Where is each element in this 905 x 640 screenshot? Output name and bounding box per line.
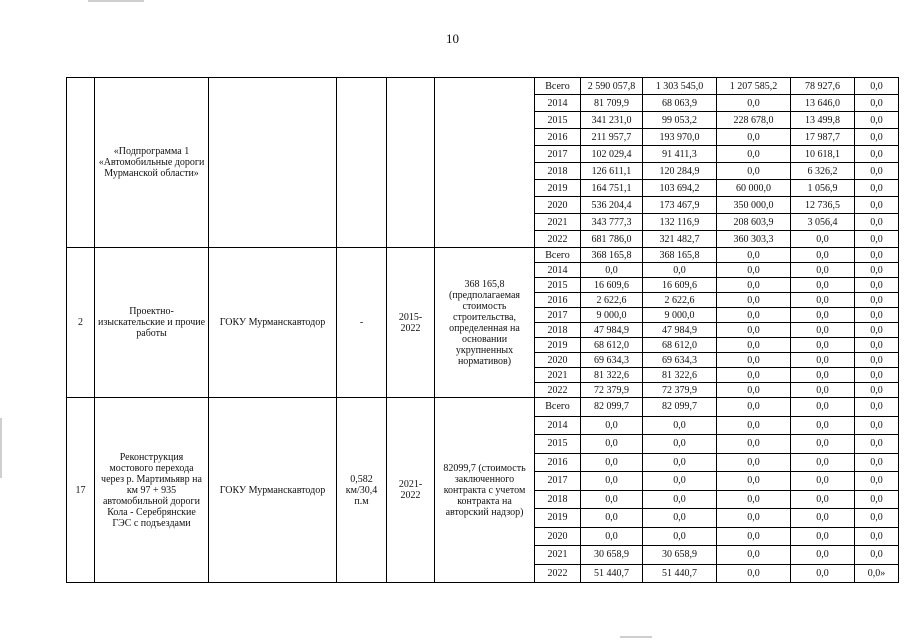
other-sources-cell: 0,0 [855, 214, 899, 231]
local-budget-cell: 6 326,2 [791, 163, 855, 180]
other-sources-cell: 0,0 [855, 453, 899, 472]
regional-budget-cell: 68 612,0 [643, 338, 717, 353]
federal-budget-cell: 0,0 [717, 248, 791, 263]
local-budget-cell: 13 646,0 [791, 95, 855, 112]
federal-budget-cell: 0,0 [717, 308, 791, 323]
total-cell: 0,0 [581, 472, 643, 491]
regional-budget-cell: 193 970,0 [643, 129, 717, 146]
regional-budget-cell: 2 622,6 [643, 293, 717, 308]
year-cell: Всего [535, 248, 581, 263]
other-sources-cell: 0,0 [855, 146, 899, 163]
federal-budget-cell: 0,0 [717, 338, 791, 353]
total-cell: 0,0 [581, 509, 643, 528]
total-cell: 681 786,0 [581, 231, 643, 248]
year-cell: 2021 [535, 368, 581, 383]
regional-budget-cell: 0,0 [643, 263, 717, 278]
year-cell: 2015 [535, 112, 581, 129]
year-cell: 2019 [535, 180, 581, 197]
activity-name-cell: Реконструкция мостового перехода через р. Мартимьявр на км 97 + 935 автомобильной дороги Кола - Серебрянские ГЭС с подъездами [95, 398, 209, 583]
regional-budget-cell: 321 482,7 [643, 231, 717, 248]
total-cell: 164 751,1 [581, 180, 643, 197]
regional-budget-cell: 9 000,0 [643, 308, 717, 323]
total-cell: 82 099,7 [581, 398, 643, 417]
capacity-cell: - [337, 248, 387, 398]
cost-estimate-cell [435, 78, 535, 248]
other-sources-cell: 0,0 [855, 180, 899, 197]
local-budget-cell: 13 499,8 [791, 112, 855, 129]
year-cell: 2016 [535, 293, 581, 308]
total-cell: 51 440,7 [581, 564, 643, 583]
executor-cell: ГОКУ Мурманскавтодор [209, 248, 337, 398]
page-number: 10 [446, 31, 459, 46]
scan-mark-bottom [620, 636, 652, 638]
federal-budget-cell: 0,0 [717, 383, 791, 398]
other-sources-cell: 0,0 [855, 416, 899, 435]
row-number-cell: 2 [67, 248, 95, 398]
other-sources-cell: 0,0 [855, 248, 899, 263]
table-row [67, 398, 899, 417]
local-budget-cell: 0,0 [791, 248, 855, 263]
local-budget-cell: 0,0 [791, 453, 855, 472]
federal-budget-cell: 0,0 [717, 146, 791, 163]
regional-budget-cell: 0,0 [643, 527, 717, 546]
local-budget-cell: 0,0 [791, 293, 855, 308]
local-budget-cell: 0,0 [791, 416, 855, 435]
regional-budget-cell: 103 694,2 [643, 180, 717, 197]
local-budget-cell: 3 056,4 [791, 214, 855, 231]
total-cell: 9 000,0 [581, 308, 643, 323]
federal-budget-cell: 0,0 [717, 416, 791, 435]
other-sources-cell: 0,0 [855, 368, 899, 383]
regional-budget-cell: 120 284,9 [643, 163, 717, 180]
local-budget-cell: 0,0 [791, 278, 855, 293]
year-cell: Всего [535, 78, 581, 95]
row-number-cell: 17 [67, 398, 95, 583]
federal-budget-cell: 0,0 [717, 453, 791, 472]
other-sources-cell: 0,0 [855, 398, 899, 417]
local-budget-cell: 10 618,1 [791, 146, 855, 163]
local-budget-cell: 0,0 [791, 435, 855, 454]
local-budget-cell: 0,0 [791, 368, 855, 383]
regional-budget-cell: 0,0 [643, 416, 717, 435]
local-budget-cell: 0,0 [791, 308, 855, 323]
year-cell: 2017 [535, 308, 581, 323]
other-sources-cell: 0,0 [855, 163, 899, 180]
year-cell: Всего [535, 398, 581, 417]
regional-budget-cell: 0,0 [643, 472, 717, 491]
regional-budget-cell: 30 658,9 [643, 546, 717, 565]
total-cell: 0,0 [581, 416, 643, 435]
group-subprogram-1 [67, 78, 899, 248]
local-budget-cell: 78 927,6 [791, 78, 855, 95]
federal-budget-cell: 0,0 [717, 263, 791, 278]
other-sources-cell: 0,0 [855, 231, 899, 248]
year-cell: 2022 [535, 564, 581, 583]
other-sources-cell: 0,0 [855, 129, 899, 146]
local-budget-cell: 0,0 [791, 564, 855, 583]
other-sources-cell: 0,0» [855, 564, 899, 583]
scan-mark-top [88, 0, 144, 2]
federal-budget-cell: 0,0 [717, 564, 791, 583]
funding-table [66, 77, 899, 583]
year-cell: 2014 [535, 263, 581, 278]
year-cell: 2015 [535, 278, 581, 293]
year-cell: 2019 [535, 338, 581, 353]
year-cell: 2014 [535, 416, 581, 435]
federal-budget-cell: 0,0 [717, 278, 791, 293]
period-cell: 2021-2022 [387, 398, 435, 583]
other-sources-cell: 0,0 [855, 323, 899, 338]
federal-budget-cell: 208 603,9 [717, 214, 791, 231]
local-budget-cell: 0,0 [791, 509, 855, 528]
other-sources-cell: 0,0 [855, 308, 899, 323]
local-budget-cell: 0,0 [791, 383, 855, 398]
year-cell: 2016 [535, 129, 581, 146]
federal-budget-cell: 0,0 [717, 509, 791, 528]
federal-budget-cell: 360 303,3 [717, 231, 791, 248]
total-cell: 368 165,8 [581, 248, 643, 263]
local-budget-cell: 12 736,5 [791, 197, 855, 214]
other-sources-cell: 0,0 [855, 197, 899, 214]
regional-budget-cell: 0,0 [643, 509, 717, 528]
federal-budget-cell: 0,0 [717, 293, 791, 308]
row-number-cell [67, 78, 95, 248]
federal-budget-cell: 0,0 [717, 490, 791, 509]
year-cell: 2016 [535, 453, 581, 472]
federal-budget-cell: 0,0 [717, 353, 791, 368]
other-sources-cell: 0,0 [855, 95, 899, 112]
activity-name-cell: Проектно-изыскательские и прочие работы [95, 248, 209, 398]
total-cell: 72 379,9 [581, 383, 643, 398]
year-cell: 2018 [535, 163, 581, 180]
regional-budget-cell: 51 440,7 [643, 564, 717, 583]
other-sources-cell: 0,0 [855, 383, 899, 398]
other-sources-cell: 0,0 [855, 112, 899, 129]
other-sources-cell: 0,0 [855, 78, 899, 95]
total-cell: 81 709,9 [581, 95, 643, 112]
regional-budget-cell: 0,0 [643, 490, 717, 509]
local-budget-cell: 17 987,7 [791, 129, 855, 146]
regional-budget-cell: 69 634,3 [643, 353, 717, 368]
regional-budget-cell: 82 099,7 [643, 398, 717, 417]
regional-budget-cell: 72 379,9 [643, 383, 717, 398]
local-budget-cell: 0,0 [791, 490, 855, 509]
other-sources-cell: 0,0 [855, 293, 899, 308]
total-cell: 211 957,7 [581, 129, 643, 146]
year-cell: 2017 [535, 472, 581, 491]
year-cell: 2018 [535, 323, 581, 338]
local-budget-cell: 0,0 [791, 263, 855, 278]
total-cell: 126 611,1 [581, 163, 643, 180]
year-cell: 2021 [535, 214, 581, 231]
regional-budget-cell: 132 116,9 [643, 214, 717, 231]
year-cell: 2019 [535, 509, 581, 528]
local-budget-cell: 0,0 [791, 338, 855, 353]
total-cell: 0,0 [581, 527, 643, 546]
local-budget-cell: 0,0 [791, 472, 855, 491]
federal-budget-cell: 0,0 [717, 398, 791, 417]
regional-budget-cell: 99 053,2 [643, 112, 717, 129]
year-cell: 2020 [535, 527, 581, 546]
scan-mark-left [0, 418, 2, 478]
total-cell: 102 029,4 [581, 146, 643, 163]
regional-budget-cell: 1 303 545,0 [643, 78, 717, 95]
regional-budget-cell: 47 984,9 [643, 323, 717, 338]
other-sources-cell: 0,0 [855, 472, 899, 491]
other-sources-cell: 0,0 [855, 509, 899, 528]
year-cell: 2018 [535, 490, 581, 509]
group-bridge-reconstruction [67, 398, 899, 583]
total-cell: 0,0 [581, 263, 643, 278]
other-sources-cell: 0,0 [855, 278, 899, 293]
total-cell: 0,0 [581, 453, 643, 472]
federal-budget-cell: 0,0 [717, 368, 791, 383]
federal-budget-cell: 0,0 [717, 95, 791, 112]
regional-budget-cell: 81 322,6 [643, 368, 717, 383]
regional-budget-cell: 16 609,6 [643, 278, 717, 293]
federal-budget-cell: 0,0 [717, 323, 791, 338]
regional-budget-cell: 0,0 [643, 453, 717, 472]
other-sources-cell: 0,0 [855, 263, 899, 278]
other-sources-cell: 0,0 [855, 546, 899, 565]
total-cell: 30 658,9 [581, 546, 643, 565]
activity-name-cell: «Подпрограмма 1 «Автомобильные дороги Мурманской области» [95, 78, 209, 248]
cost-estimate-cell: 368 165,8 (предполагаемая стоимость строительства, определенная на основании укрупненных нормативов) [435, 248, 535, 398]
year-cell: 2022 [535, 383, 581, 398]
period-cell: 2015-2022 [387, 248, 435, 398]
federal-budget-cell: 0,0 [717, 129, 791, 146]
capacity-cell [337, 78, 387, 248]
total-cell: 0,0 [581, 490, 643, 509]
regional-budget-cell: 0,0 [643, 435, 717, 454]
other-sources-cell: 0,0 [855, 527, 899, 546]
total-cell: 2 590 057,8 [581, 78, 643, 95]
table-row [67, 248, 899, 263]
total-cell: 81 322,6 [581, 368, 643, 383]
cost-estimate-cell: 82099,7 (стоимость заключенного контракта с учетом контракта на авторский надзор) [435, 398, 535, 583]
year-cell: 2021 [535, 546, 581, 565]
local-budget-cell: 0,0 [791, 398, 855, 417]
federal-budget-cell: 0,0 [717, 472, 791, 491]
local-budget-cell: 0,0 [791, 231, 855, 248]
federal-budget-cell: 228 678,0 [717, 112, 791, 129]
total-cell: 536 204,4 [581, 197, 643, 214]
total-cell: 69 634,3 [581, 353, 643, 368]
regional-budget-cell: 368 165,8 [643, 248, 717, 263]
regional-budget-cell: 68 063,9 [643, 95, 717, 112]
other-sources-cell: 0,0 [855, 338, 899, 353]
year-cell: 2022 [535, 231, 581, 248]
total-cell: 0,0 [581, 435, 643, 454]
capacity-cell: 0,582 км/30,4 п.м [337, 398, 387, 583]
local-budget-cell: 0,0 [791, 323, 855, 338]
executor-cell [209, 78, 337, 248]
regional-budget-cell: 91 411,3 [643, 146, 717, 163]
federal-budget-cell: 0,0 [717, 546, 791, 565]
executor-cell: ГОКУ Мурманскавтодор [209, 398, 337, 583]
federal-budget-cell: 1 207 585,2 [717, 78, 791, 95]
total-cell: 2 622,6 [581, 293, 643, 308]
regional-budget-cell: 173 467,9 [643, 197, 717, 214]
federal-budget-cell: 0,0 [717, 527, 791, 546]
federal-budget-cell: 350 000,0 [717, 197, 791, 214]
year-cell: 2020 [535, 197, 581, 214]
local-budget-cell: 0,0 [791, 353, 855, 368]
federal-budget-cell: 60 000,0 [717, 180, 791, 197]
year-cell: 2020 [535, 353, 581, 368]
total-cell: 341 231,0 [581, 112, 643, 129]
federal-budget-cell: 0,0 [717, 163, 791, 180]
local-budget-cell: 0,0 [791, 527, 855, 546]
group-design-works [67, 248, 899, 398]
federal-budget-cell: 0,0 [717, 435, 791, 454]
other-sources-cell: 0,0 [855, 435, 899, 454]
year-cell: 2017 [535, 146, 581, 163]
table-row [67, 78, 899, 95]
total-cell: 343 777,3 [581, 214, 643, 231]
local-budget-cell: 0,0 [791, 546, 855, 565]
period-cell [387, 78, 435, 248]
total-cell: 68 612,0 [581, 338, 643, 353]
other-sources-cell: 0,0 [855, 353, 899, 368]
year-cell: 2014 [535, 95, 581, 112]
local-budget-cell: 1 056,9 [791, 180, 855, 197]
other-sources-cell: 0,0 [855, 490, 899, 509]
total-cell: 16 609,6 [581, 278, 643, 293]
total-cell: 47 984,9 [581, 323, 643, 338]
year-cell: 2015 [535, 435, 581, 454]
